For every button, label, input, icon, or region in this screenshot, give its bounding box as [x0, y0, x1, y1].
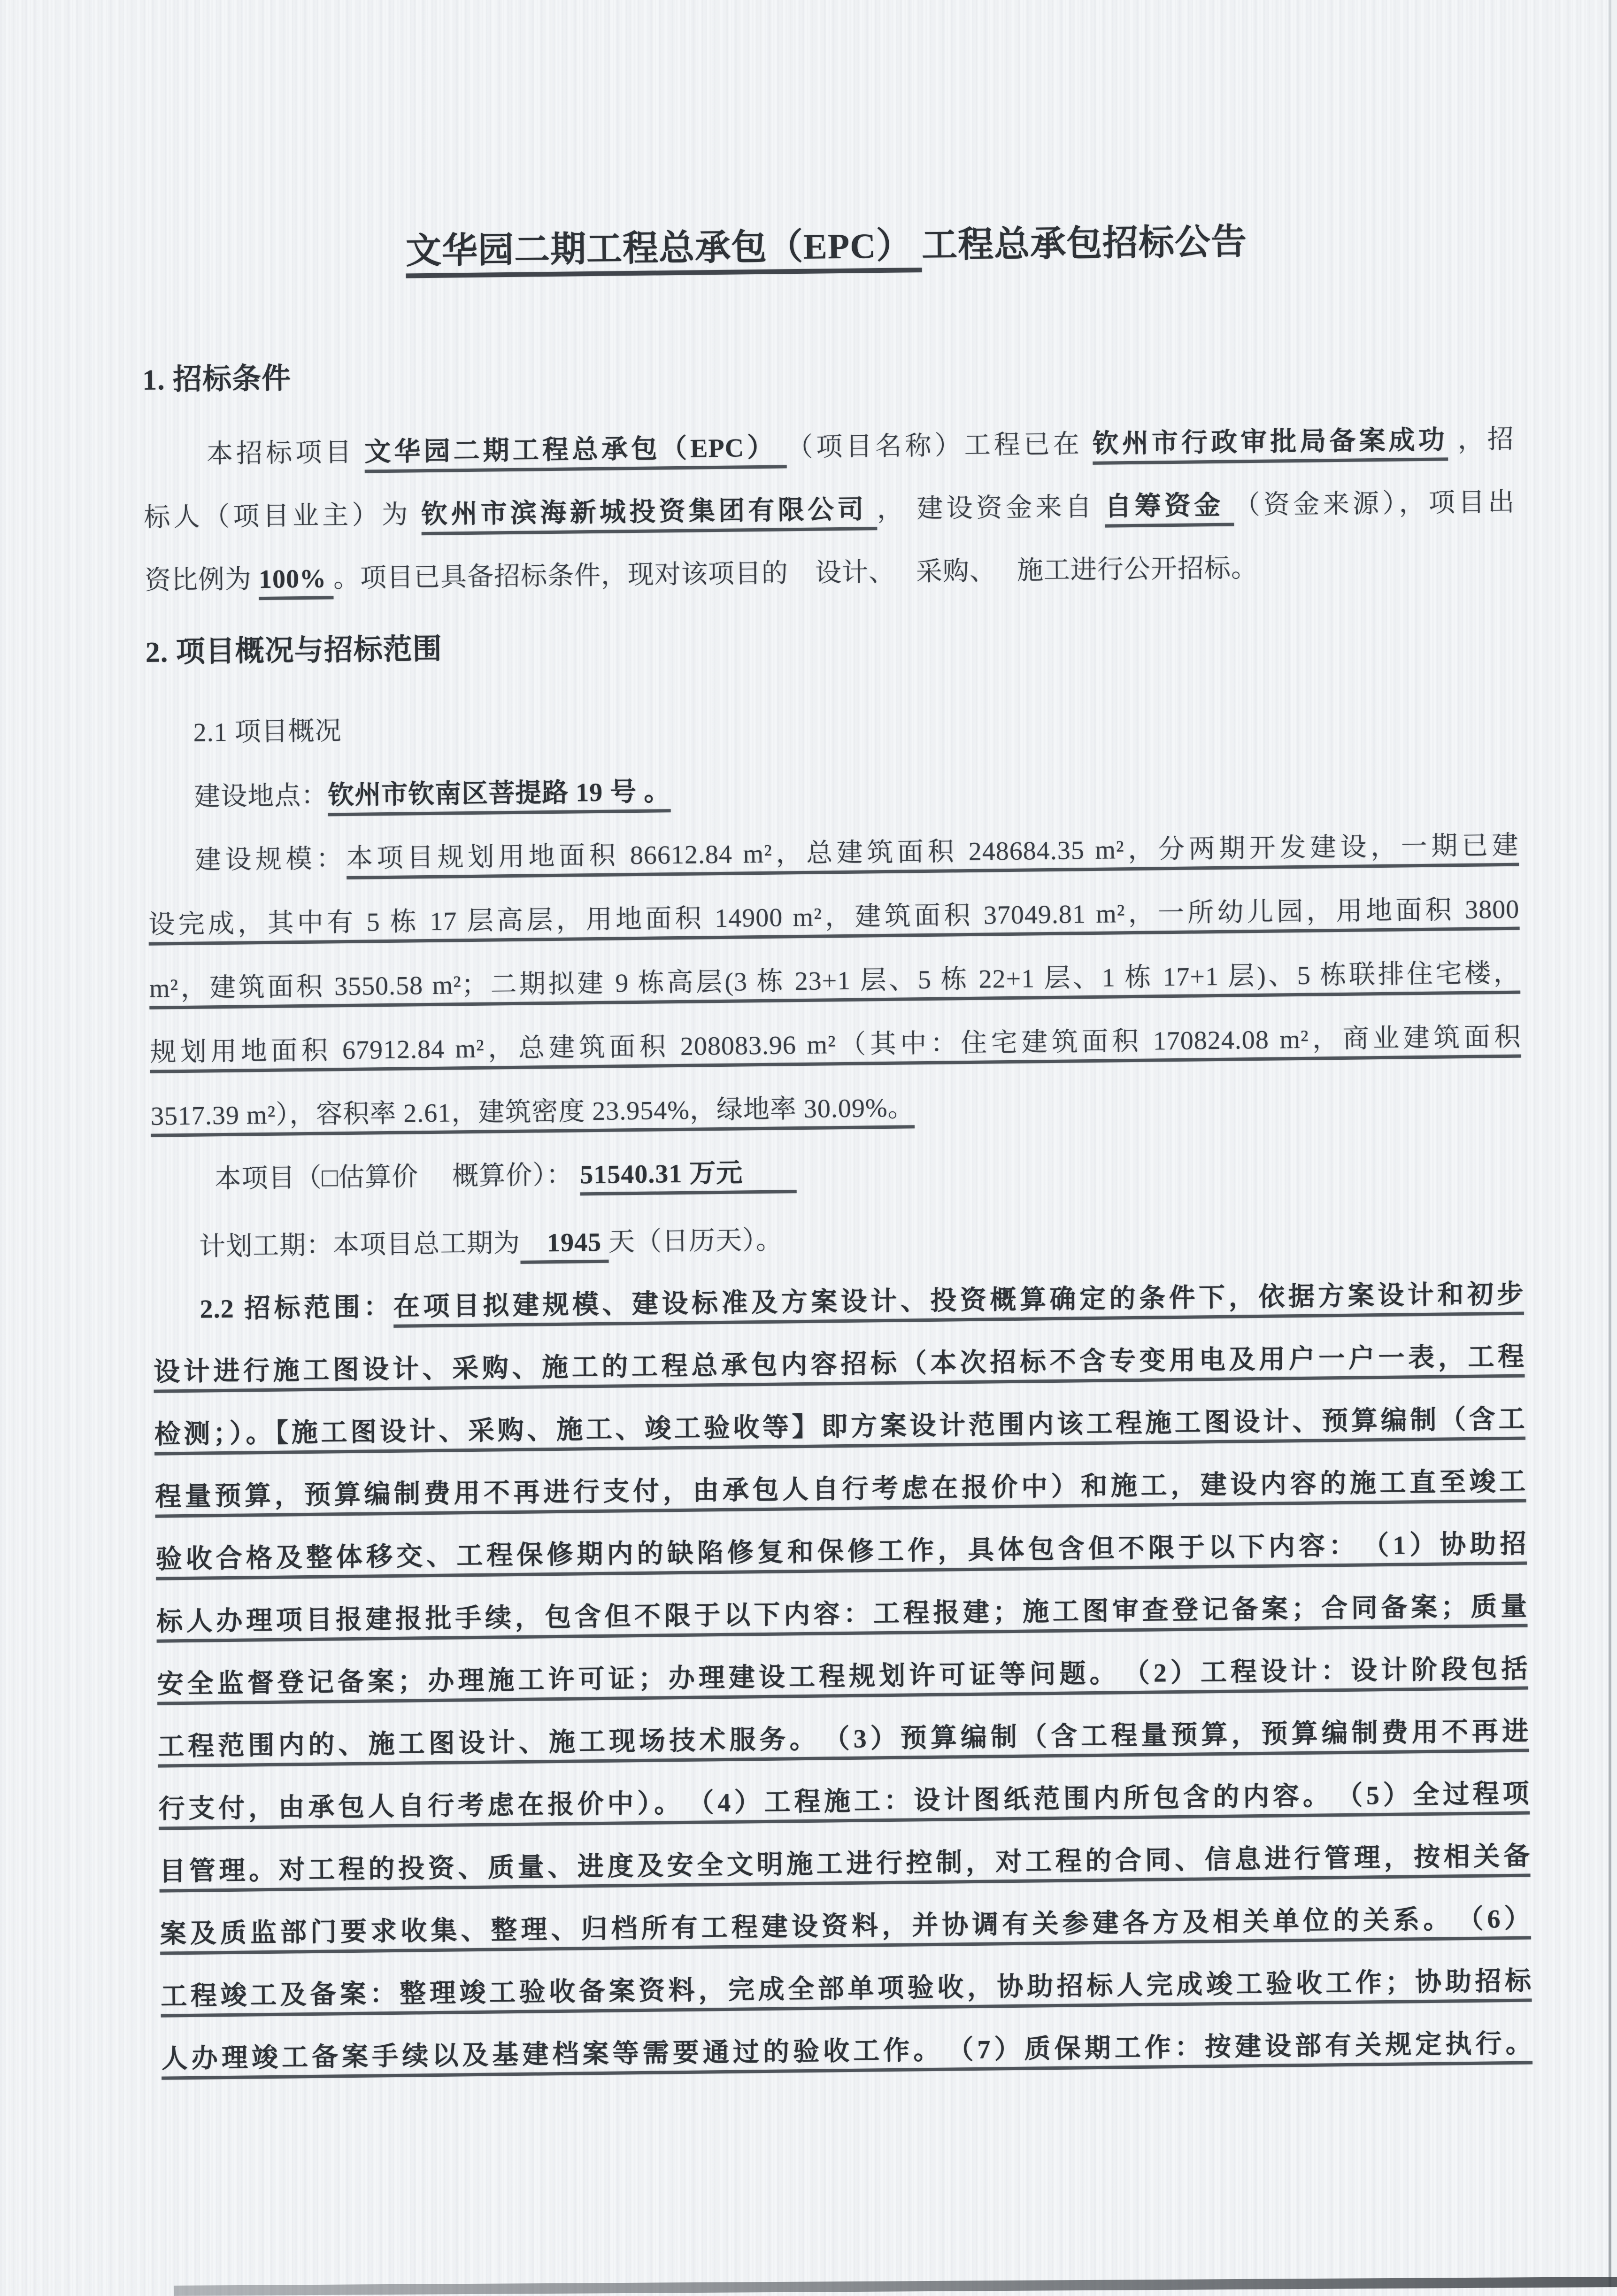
- underlined-fill: 钦州市滨海新城投资集团有限公司: [421, 495, 878, 530]
- underlined-fill: 人办理竣工备案手续以及基建档案等需要通过的验收工作。 （7）质保期工作：按建设部有关规定执行。: [161, 2029, 1532, 2074]
- underlined-fill: 自筹资金: [1105, 491, 1234, 522]
- underlined-fill: 3517.39 m²），容积率 2.61，建筑密度 23.954%，绿地率 30.09%。: [150, 1093, 915, 1131]
- underlined-fill: 设计进行施工图设计、采购、施工的工程总承包内容招标（本次招标不含专变用电及用户一户一表，工程: [153, 1342, 1525, 1387]
- text-segment: 。项目已具备招标条件，现对该项目的 设计、 采购、 施工进行公开招标。: [333, 553, 1258, 593]
- underlined-fill: 51540.31 万元: [579, 1158, 797, 1190]
- page-right-edge-shadow: [1609, 0, 1611, 2287]
- page-right-margin: [1611, 0, 1617, 2287]
- text-segment: 2.1 项目概况: [193, 717, 342, 747]
- underlined-fill: 文华园二期工程总承包（EPC）: [364, 433, 787, 467]
- document-content: [138, 0, 1532, 2091]
- underlined-fill: 本项目规划用地面积 86612.84 m²，总建筑面积 248684.35 m²，分两期开发建设，一期已建: [346, 831, 1519, 873]
- underlined-fill: 工程范围内的、施工图设计、施工现场技术服务。 （3）预算编制（含工程量预算，预算编制费用不再进: [157, 1717, 1529, 1762]
- title-rest: 工程总承包招标公告: [921, 222, 1247, 266]
- underlined-fill: 设完成，其中有 5 栋 17 层高层，用地面积 14900 m²，建筑面积 37049.81 m²，一所幼儿园，用地面积 3800: [148, 894, 1520, 940]
- paragraph: [153, 1264, 1532, 2091]
- text-segment: （项目名称）工程已在: [786, 429, 1093, 462]
- underlined-fill: 行支付，由承包人自行考虑在报价中）。 （4）工程施工：设计图纸范围内所包含的内容。 （5）全过程项: [158, 1779, 1530, 1824]
- text-segment: 估算价 概算价）：: [338, 1160, 580, 1193]
- underlined-fill: 工程竣工及备案：整理竣工验收备案资料，完成全部单项验收，协助招标人完成竣工验收工作；协助招标: [160, 1966, 1532, 2011]
- underlined-fill: 钦州市钦南区菩提路 19 号 。: [327, 777, 671, 810]
- underlined-fill: 安全监督登记备案；办理施工许可证；办理建设工程规划许可证等问题。 （2）工程设计：设计阶段包括: [157, 1654, 1528, 1699]
- underlined-fill: 在项目拟建规模、建设标准及方案设计、投资概算确定的条件下，依据方案设计和初步: [393, 1279, 1524, 1322]
- text-segment: ， 建设资金来自: [877, 492, 1105, 524]
- text-segment: 建设地点：: [193, 781, 328, 812]
- text-segment: ，招: [1448, 424, 1515, 455]
- underlined-fill: 规划用地面积 67912.84 m²，总建筑面积 208083.96 m²（其中：住宅建筑面积 170824.08 m²，商业建筑面积: [150, 1022, 1521, 1067]
- underlined-fill: 100%: [258, 564, 334, 594]
- text-segment: 计划工期：本项目总工期为: [199, 1228, 521, 1262]
- text-segment: 资比例为: [144, 565, 259, 595]
- text-segment: （资金来源），项目出: [1233, 487, 1515, 520]
- underlined-fill: m²，建筑面积 3550.58 m²；二期拟建 9 栋高层(3 栋 23+1 层、5 栋 22+1 层、1 栋 17+1 层)、5 栋联排住宅楼，: [149, 958, 1521, 1003]
- document-title: [141, 213, 1512, 280]
- underlined-fill: 案及质监部门要求收集、整理、归档所有工程建设资料，并协调有关参建各方及相关单位的关系。 （6）: [160, 1904, 1531, 1949]
- text-segment: 本项目（: [215, 1163, 322, 1194]
- section-heading: 1. 招标条件: [142, 362, 292, 396]
- section-heading: 2. 项目概况与招标范围: [145, 633, 443, 669]
- underlined-fill: 钦州市行政审批局备案成功: [1092, 425, 1448, 459]
- underlined-fill: 标人办理项目报建报批手续，包含但不限于以下内容：工程报建；施工图审查登记备案；合同备案；质量: [156, 1592, 1528, 1637]
- checkbox-icon: □: [322, 1163, 339, 1193]
- text-segment: 建设规模：: [194, 844, 347, 875]
- paragraph: [147, 814, 1522, 1148]
- text-segment: 天（日历天）。: [608, 1225, 783, 1257]
- underlined-fill: 检测；）。【施工图设计、采购、施工、竣工验收等】即方案设计范围内该工程施工图设计、预算编制（含工: [154, 1404, 1525, 1449]
- underlined-fill: 验收合格及整体移交、工程保修期内的缺陷修复和保修工作，具体包含但不限于以下内容： （1）协助招: [155, 1529, 1527, 1574]
- text-segment: 2.2 招标范围：: [200, 1292, 394, 1324]
- underlined-fill: 目管理。对工程的投资、质量、进度及安全文明施工进行控制，对工程的合同、信息进行管理，按相关备: [159, 1841, 1531, 1887]
- underlined-fill: 1945: [520, 1227, 609, 1258]
- paragraph: [143, 408, 1516, 612]
- title-underlined-part: 文华园二期工程总承包（EPC）: [405, 226, 922, 271]
- text-segment: 标人（项目业主）为: [144, 500, 422, 532]
- text-segment: 本招标项目: [206, 438, 365, 469]
- underlined-fill: 程量预算，预算编制费用不再进行支付，由承包人自行考虑在报价中）和施工，建设内容的施工直至竣工: [154, 1467, 1526, 1512]
- page-bottom-edge-shadow: [174, 2277, 1617, 2296]
